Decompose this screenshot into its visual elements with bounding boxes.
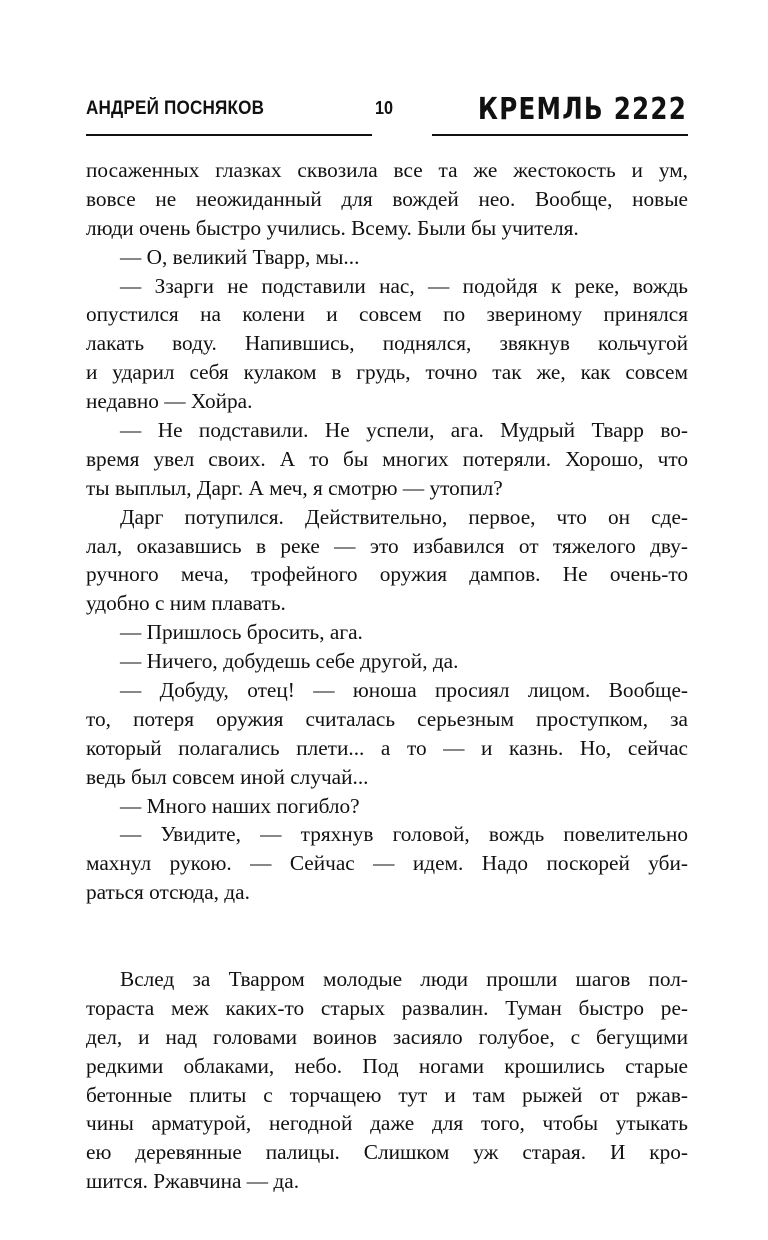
text-line: редкими облаками, небо. Под ногами крошились старые — [86, 1053, 688, 1078]
header-rule-left — [86, 134, 372, 136]
paragraph — [86, 156, 688, 243]
paragraph — [86, 676, 688, 792]
text-line: лакать воду. Напившись, поднялся, звякнув кольчугой — [86, 331, 688, 356]
text-line: люди очень быстро учились. Всему. Были бы учителя. — [86, 215, 579, 240]
paragraph — [86, 416, 688, 503]
text-line: удобно с ним плавать. — [86, 591, 286, 616]
paragraph — [86, 792, 688, 821]
text-line: опустился на колени и совсем по звериному принялся — [86, 302, 688, 327]
section-break — [86, 907, 688, 965]
text-line: вовсе не неожиданный для вождей нео. Вообще, новые — [86, 186, 688, 211]
text-line: который полагались плети... а то — и казнь. Но, сейчас — [86, 735, 688, 760]
text-line: и ударил себя кулаком в грудь, точно так же, как совсем — [86, 360, 688, 385]
text-line: — Не подставили. Не успели, ага. Мудрый Тварр во- — [120, 418, 688, 443]
paragraph — [86, 820, 688, 907]
text-line: — Ззарги не подставили нас, — подойдя к реке, вождь — [120, 273, 688, 298]
paragraph — [86, 965, 688, 1196]
page-number: 10 — [374, 98, 394, 118]
text-line: недавно — Хойра. — [86, 389, 253, 414]
text-line: — О, великий Тварр, мы... — [120, 244, 360, 269]
text-line: Вслед за Тварром молодые люди прошли шагов пол- — [120, 966, 688, 991]
paragraph — [86, 272, 688, 416]
running-head-book-title: КРЕМЛЬ 2222 — [477, 92, 687, 127]
text-line: Дарг потупился. Действительно, первое, что он сде- — [120, 504, 688, 529]
text-line: бетонные плиты с торчащею тут и там рыжей от ржав- — [86, 1082, 688, 1107]
text-line: ручного меча, трофейного оружия дампов. Не очень-то — [86, 562, 688, 587]
text-line: — Много наших погибло? — [120, 793, 360, 818]
paragraph — [86, 503, 688, 619]
text-line: — Увидите, — тряхнув головой, вождь повелительно — [120, 822, 688, 847]
text-line: ты выплыл, Дарг. А меч, я смотрю — утопил? — [86, 475, 503, 500]
text-line: ведь был совсем иной случай... — [86, 764, 369, 789]
text-line: ею деревянные палицы. Слишком уж старая. И кро- — [86, 1140, 688, 1165]
text-line: дел, и над головами воинов засияло голубое, с бегущими — [86, 1024, 688, 1049]
paragraph — [86, 618, 688, 647]
body-text — [86, 156, 688, 1196]
paragraph — [86, 647, 688, 676]
text-line: — Пришлось бросить, ага. — [120, 620, 363, 645]
text-line: то, потеря оружия считалась серьезным проступком, за — [86, 706, 688, 731]
text-line: — Ничего, добудешь себе другой, да. — [120, 649, 459, 674]
text-line: шится. Ржавчина — да. — [86, 1169, 300, 1194]
page-header — [0, 94, 768, 144]
header-rule-right — [432, 134, 688, 136]
text-line: махнул рукою. — Сейчас — идем. Надо поскорей уби- — [86, 851, 688, 876]
text-line: лал, оказавшись в реке — это избавился от тяжелого дву- — [86, 533, 688, 558]
text-line: тораста меж каких-то старых развалин. Туман быстро ре- — [86, 995, 688, 1020]
paragraph — [86, 243, 688, 272]
text-line: — Добуду, отец! — юноша просиял лицом. Вообще- — [120, 678, 688, 703]
text-line: раться отсюда, да. — [86, 880, 250, 905]
running-head-author: АНДРЕЙ ПОСНЯКОВ — [86, 98, 265, 119]
text-line: время увел своих. А то бы многих потеряли. Хорошо, что — [86, 446, 688, 471]
text-line: посаженных глазках сквозила все та же жестокость и ум, — [86, 158, 688, 182]
text-line: чины арматурой, негодной даже для того, чтобы утыкать — [86, 1111, 688, 1136]
